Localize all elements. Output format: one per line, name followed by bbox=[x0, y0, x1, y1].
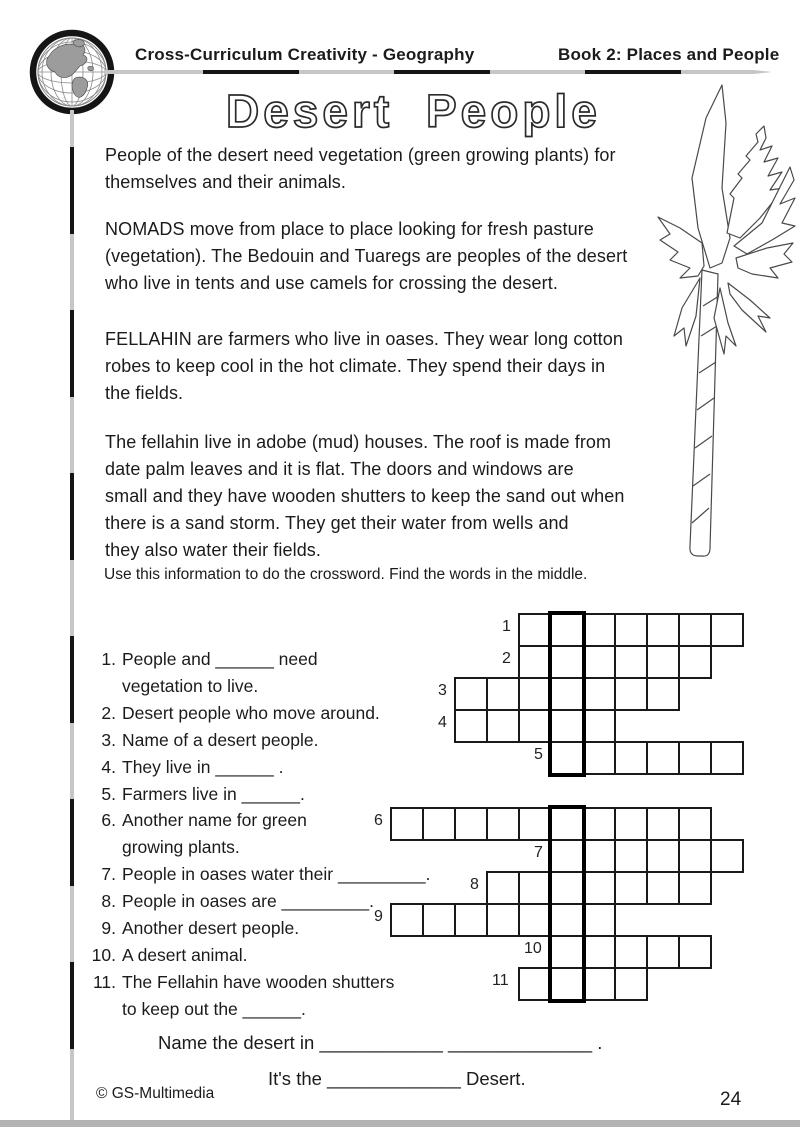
crossword-row-number: 2 bbox=[502, 650, 511, 667]
crossword-cell[interactable] bbox=[518, 903, 552, 937]
crossword-cell[interactable] bbox=[614, 935, 648, 969]
clue-number: 11. bbox=[92, 971, 116, 992]
crossword-cell[interactable] bbox=[518, 807, 552, 841]
crossword-cell[interactable] bbox=[454, 677, 488, 711]
crossword-row-number: 7 bbox=[534, 844, 543, 861]
clue-item bbox=[84, 942, 454, 969]
clue-text: Another desert people. bbox=[122, 918, 300, 939]
crossword-cell[interactable] bbox=[518, 967, 552, 1001]
clue-item bbox=[84, 996, 454, 1023]
crossword-cell[interactable] bbox=[582, 871, 616, 905]
crossword-cell[interactable] bbox=[710, 839, 744, 873]
clue-item bbox=[84, 754, 454, 781]
clue-number: 4. bbox=[101, 756, 116, 777]
clue-text: The Fellahin have wooden shutters bbox=[122, 971, 395, 992]
clue-text: to keep out the ______. bbox=[122, 998, 306, 1019]
crossword-row-number: 8 bbox=[470, 876, 479, 893]
crossword-cell[interactable] bbox=[678, 871, 712, 905]
crossword-cell[interactable] bbox=[518, 709, 552, 743]
crossword-cell[interactable] bbox=[646, 677, 680, 711]
clue-number: 3. bbox=[101, 729, 116, 750]
clue-number: 2. bbox=[101, 702, 116, 723]
crossword-bold-answer-column bbox=[548, 805, 586, 1003]
crossword-cell[interactable] bbox=[518, 645, 552, 679]
crossword-row-number: 4 bbox=[438, 714, 447, 731]
clue-item bbox=[84, 861, 454, 888]
clue-number: 9. bbox=[101, 918, 116, 939]
crossword-cell[interactable] bbox=[582, 935, 616, 969]
clue-number bbox=[84, 996, 122, 1023]
crossword-bold-answer-column bbox=[548, 611, 586, 777]
crossword-cell[interactable] bbox=[646, 613, 680, 647]
crossword-cell[interactable] bbox=[454, 903, 488, 937]
paragraph-line: who live in tents and use camels for crossing the desert. bbox=[105, 273, 558, 293]
clue-text: Farmers live in ______. bbox=[122, 783, 305, 804]
crossword-cell[interactable] bbox=[390, 903, 424, 937]
page-number: 24 bbox=[720, 1089, 742, 1110]
paragraph-line: themselves and their animals. bbox=[105, 172, 347, 192]
crossword-instruction: Use this information to do the crossword. Find the words in the middle. bbox=[104, 566, 588, 583]
clue-text: vegetation to live. bbox=[122, 675, 259, 696]
crossword-cell[interactable] bbox=[614, 645, 648, 679]
crossword-cell[interactable] bbox=[678, 613, 712, 647]
globe-logo-icon bbox=[29, 29, 115, 115]
clue-text: Another name for green bbox=[122, 810, 307, 831]
paragraph-line: date palm leaves and it is flat. The doors and windows are bbox=[105, 459, 574, 479]
paragraph-line: small and they have wooden shutters to keep the sand out when bbox=[105, 486, 625, 506]
crossword-cell[interactable] bbox=[422, 807, 456, 841]
crossword-cell[interactable] bbox=[582, 709, 616, 743]
crossword-row-number: 10 bbox=[524, 940, 542, 957]
crossword-cell[interactable] bbox=[422, 903, 456, 937]
crossword-cell[interactable] bbox=[454, 709, 488, 743]
crossword-cell[interactable] bbox=[454, 807, 488, 841]
crossword-cell[interactable] bbox=[646, 871, 680, 905]
clue-text: Desert people who move around. bbox=[122, 702, 380, 723]
crossword-cell[interactable] bbox=[614, 839, 648, 873]
crossword-cell[interactable] bbox=[614, 741, 648, 775]
page-title: Desert People bbox=[226, 85, 601, 137]
crossword-cell[interactable] bbox=[710, 741, 744, 775]
clue-item bbox=[84, 700, 454, 727]
paragraph-line: the fields. bbox=[105, 383, 184, 403]
crossword-cell[interactable] bbox=[614, 871, 648, 905]
crossword-cell[interactable] bbox=[646, 839, 680, 873]
clue-number bbox=[84, 834, 122, 861]
crossword-cell[interactable] bbox=[582, 677, 616, 711]
clue-number bbox=[84, 673, 122, 700]
crossword-cell[interactable] bbox=[646, 807, 680, 841]
intro-paragraph bbox=[105, 142, 685, 196]
clue-item bbox=[84, 781, 454, 808]
crossword-cell[interactable] bbox=[486, 709, 520, 743]
crossword-cell[interactable] bbox=[678, 741, 712, 775]
paragraph-line: there is a sand storm. They get their water from wells and bbox=[105, 513, 569, 533]
intro-paragraph bbox=[105, 326, 685, 407]
clue-text: growing plants. bbox=[122, 837, 240, 858]
bottom-page-edge bbox=[0, 1120, 800, 1127]
crossword-cell[interactable] bbox=[486, 871, 520, 905]
paragraph-line: robes to keep cool in the hot climate. They spend their days in bbox=[105, 356, 606, 376]
crossword-row-number: 5 bbox=[534, 746, 543, 763]
clue-text: A desert animal. bbox=[122, 944, 248, 965]
paragraph-line: NOMADS move from place to place looking for fresh pasture bbox=[105, 219, 594, 239]
clue-number: 8. bbox=[101, 891, 116, 912]
crossword-cell[interactable] bbox=[518, 677, 552, 711]
clue-text: People and ______ need bbox=[122, 649, 318, 669]
clue-item bbox=[84, 727, 454, 754]
crossword-cell[interactable] bbox=[582, 613, 616, 647]
crossword-cell[interactable] bbox=[486, 807, 520, 841]
header-series-title: Cross-Curriculum Creativity - Geography bbox=[135, 45, 475, 64]
clue-number: 5. bbox=[101, 783, 116, 804]
clue-text: People in oases are _________. bbox=[122, 891, 375, 912]
crossword-row-number: 9 bbox=[374, 908, 383, 925]
left-border-rule bbox=[70, 110, 74, 1126]
crossword-cell[interactable] bbox=[582, 903, 616, 937]
desert-name-fill-line: It's the _____________ Desert. bbox=[268, 1068, 526, 1089]
paragraph-line: The fellahin live in adobe (mud) houses. The roof is made from bbox=[105, 432, 612, 452]
crossword-cell[interactable] bbox=[486, 903, 520, 937]
paragraph-line: People of the desert need vegetation (green growing plants) for bbox=[105, 145, 616, 165]
crossword-cell[interactable] bbox=[710, 613, 744, 647]
crossword-cell[interactable] bbox=[678, 935, 712, 969]
paragraph-line: they also water their fields. bbox=[105, 540, 321, 560]
crossword-cell[interactable] bbox=[678, 645, 712, 679]
clue-item bbox=[84, 969, 454, 996]
crossword-cell[interactable] bbox=[582, 645, 616, 679]
crossword-cell[interactable] bbox=[646, 645, 680, 679]
crossword-cell[interactable] bbox=[646, 935, 680, 969]
clue-number: 6. bbox=[101, 810, 116, 831]
header-book-title: Book 2: Places and People bbox=[558, 45, 780, 64]
crossword-row-number: 11 bbox=[492, 972, 509, 989]
crossword-cell[interactable] bbox=[614, 967, 648, 1001]
paragraph-line: FELLAHIN are farmers who live in oases. They wear long cotton bbox=[105, 329, 624, 349]
crossword-cell[interactable] bbox=[582, 807, 616, 841]
crossword-cell[interactable] bbox=[582, 967, 616, 1001]
crossword-cell[interactable] bbox=[518, 871, 552, 905]
crossword-cell[interactable] bbox=[678, 807, 712, 841]
clue-item bbox=[84, 673, 454, 700]
desert-location-fill-line: Name the desert in ____________ ______________ . bbox=[158, 1032, 603, 1053]
crossword-cell[interactable] bbox=[582, 839, 616, 873]
clue-text: People in oases water their _________. bbox=[122, 864, 431, 885]
crossword-cell[interactable] bbox=[646, 741, 680, 775]
crossword-cell[interactable] bbox=[486, 677, 520, 711]
crossword-cell[interactable] bbox=[614, 677, 648, 711]
intro-paragraph bbox=[105, 216, 685, 297]
crossword-row-number: 6 bbox=[374, 812, 383, 829]
crossword-cell[interactable] bbox=[390, 807, 424, 841]
clue-item bbox=[84, 646, 454, 673]
intro-paragraph bbox=[105, 429, 685, 564]
crossword-cell[interactable] bbox=[518, 613, 552, 647]
crossword-row-number: 3 bbox=[438, 682, 447, 699]
crossword-cell[interactable] bbox=[582, 741, 616, 775]
header-divider-rule bbox=[104, 70, 772, 74]
clue-number: 7. bbox=[101, 864, 116, 885]
clue-number: 10. bbox=[91, 944, 116, 965]
clue-number: 1. bbox=[101, 649, 116, 669]
copyright-notice: © GS-Multimedia bbox=[96, 1085, 215, 1102]
clue-text: Name of a desert people. bbox=[122, 729, 319, 750]
paragraph-line: (vegetation). The Bedouin and Tuaregs are peoples of the desert bbox=[105, 246, 628, 266]
crossword-cell[interactable] bbox=[678, 839, 712, 873]
crossword-cell[interactable] bbox=[614, 613, 648, 647]
crossword-cell[interactable] bbox=[614, 807, 648, 841]
clue-text: They live in ______ . bbox=[122, 756, 284, 777]
crossword-row-number: 1 bbox=[502, 618, 511, 635]
